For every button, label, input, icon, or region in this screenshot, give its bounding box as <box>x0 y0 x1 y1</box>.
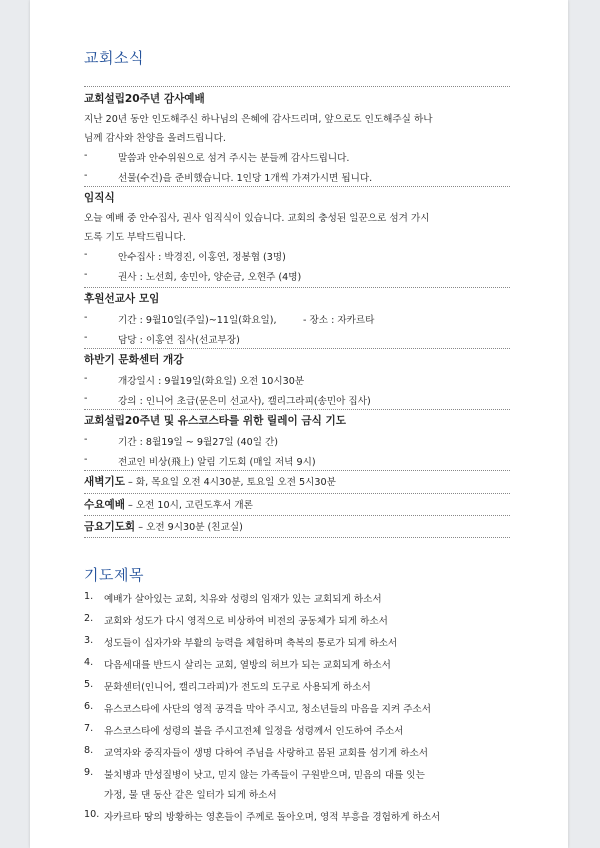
divider <box>84 537 510 538</box>
ordination-body-1: 오늘 예배 중 안수집사, 권사 임직식이 있습니다. 교회의 충성된 일꾼으로 섬겨 가시 <box>84 213 430 224</box>
mission-bullet-2: 담당 : 이홍연 집사(선교부장) <box>118 335 240 346</box>
prayer-number: 6. <box>84 701 94 712</box>
prayer-item: 자카르타 땅의 방황하는 영혼들이 주께로 돌아오며, 영적 부흥을 경험하게 하소서 <box>104 812 441 823</box>
ordination-bullet-1: 안수집사 : 박경진, 이홍연, 정봉협 (3명) <box>118 252 286 263</box>
prayer-number: 2. <box>84 613 94 624</box>
prayer-item: 유스코스타에 사단의 영적 공격을 막아 주시고, 청소년들의 마음을 지켜 주소서 <box>104 704 432 715</box>
mission-bullet-1: 기간 : 9월10일(주일)~11일(화요일), <box>118 315 277 326</box>
divider <box>84 287 510 288</box>
relay-bullet-2: 전교인 비상(飛上) 알림 기도회 (매일 저녁 9시) <box>118 457 316 468</box>
prayer-item: 문화센터(인니어, 캘리그라피)가 전도의 도구로 사용되게 하소서 <box>104 682 371 693</box>
prayer-number: 4. <box>84 657 94 668</box>
divider <box>84 515 510 516</box>
bullet-dash: - <box>84 170 88 181</box>
culture-bullet-2: 강의 : 인니어 초급(문은미 선교사), 캘리그라피(송민아 집사) <box>118 396 371 407</box>
anniversary-body-1: 지난 20년 동안 인도해주신 하나님의 은혜에 감사드리며, 앞으로도 인도해주실 하나 <box>84 114 433 125</box>
prayer-item: 교역자와 중직자들이 생명 다하여 주님을 사랑하고 몸된 교회를 섬기게 하소서 <box>104 748 429 759</box>
friday-title: 금요기도회 <box>84 521 136 533</box>
dawn-prayer <box>84 473 514 492</box>
bullet-dash: - <box>84 269 88 280</box>
prayer-number: 10. <box>84 809 100 820</box>
ordination-body-2: 도록 기도 부탁드립니다. <box>84 232 186 243</box>
prayer-number: 5. <box>84 679 94 690</box>
culture-title: 하반기 문화센터 개강 <box>84 354 184 366</box>
anniversary-body-2: 님께 감사와 찬양을 올려드립니다. <box>84 133 226 144</box>
dawn-text: – 화, 목요일 오전 4시30분, 토요일 오전 5시30분 <box>124 477 336 488</box>
prayer-number: 1. <box>84 591 94 602</box>
divider <box>84 348 510 349</box>
wednesday-title: 수요예배 <box>84 499 125 511</box>
prayer-item: 교회와 성도가 다시 영적으로 비상하여 비전의 공동체가 되게 하소서 <box>104 616 388 627</box>
mission-title: 후원선교사 모임 <box>84 293 160 305</box>
bullet-dash: - <box>84 393 88 404</box>
anniversary-bullet-1: 말씀과 안수위원으로 섬겨 주시는 분들께 감사드립니다. <box>118 153 350 164</box>
anniversary-title: 교회설립20주년 감사예배 <box>84 93 205 105</box>
ordination-bullet-2: 권사 : 노선희, 송민아, 양순금, 오현주 (4명) <box>118 272 302 283</box>
friday-text: – 오전 9시30분 (친교실) <box>135 522 243 533</box>
divider <box>84 409 510 410</box>
relay-title: 교회설립20주년 및 유스코스타를 위한 릴레이 금식 기도 <box>84 415 347 427</box>
prayer-number: 8. <box>84 745 94 756</box>
prayer-number: 9. <box>84 767 94 778</box>
bullet-dash: - <box>84 373 88 384</box>
prayer-item: 예배가 살아있는 교회, 치유와 성령의 임재가 있는 교회되게 하소서 <box>104 594 382 605</box>
wednesday-text: – 오전 10시, 고린도후서 개론 <box>124 500 253 511</box>
bullet-dash: - <box>84 454 88 465</box>
dawn-title: 새벽기도 <box>84 476 125 488</box>
prayer-item: 성도들이 십자가와 부활의 능력을 체험하며 축복의 통로가 되게 하소서 <box>104 638 398 649</box>
divider <box>84 470 510 471</box>
prayer-item: 다음세대를 반드시 살리는 교회, 열방의 허브가 되는 교회되게 하소서 <box>104 660 391 671</box>
prayer-heading: 기도제목 <box>84 566 144 584</box>
wednesday-service <box>84 496 514 515</box>
relay-bullet-1: 기간 : 8월19일 ~ 9월27일 (40일 간) <box>118 437 279 448</box>
mission-bullet-location: - 장소 : 자카르타 <box>303 315 375 326</box>
ordination-title: 임직식 <box>84 192 115 204</box>
divider <box>84 86 510 87</box>
prayer-item: 유스코스타에 성령의 불을 주시고전체 일정을 성령께서 인도하여 주소서 <box>104 726 404 737</box>
bullet-dash: - <box>84 332 88 343</box>
prayer-item: 불치병과 만성질병이 낫고, 믿지 않는 가족들이 구원받으며, 믿음의 대를 잇는 <box>104 770 425 781</box>
divider <box>84 493 510 494</box>
culture-bullet-1: 개강일시 : 9월19일(화요일) 오전 10시30분 <box>118 376 305 387</box>
news-heading: 교회소식 <box>84 49 144 67</box>
divider <box>84 186 510 187</box>
anniversary-bullet-2: 선물(수건)을 준비했습니다. 1인당 1개씩 가져가시면 됩니다. <box>118 173 373 184</box>
prayer-number: 3. <box>84 635 94 646</box>
bullet-dash: - <box>84 249 88 260</box>
friday-prayer <box>84 518 514 537</box>
prayer-number: 7. <box>84 723 94 734</box>
prayer-item-continued: 가정, 물 댄 동산 같은 일터가 되게 하소서 <box>104 790 277 801</box>
bullet-dash: - <box>84 312 88 323</box>
bullet-dash: - <box>84 150 88 161</box>
bullet-dash: - <box>84 434 88 445</box>
